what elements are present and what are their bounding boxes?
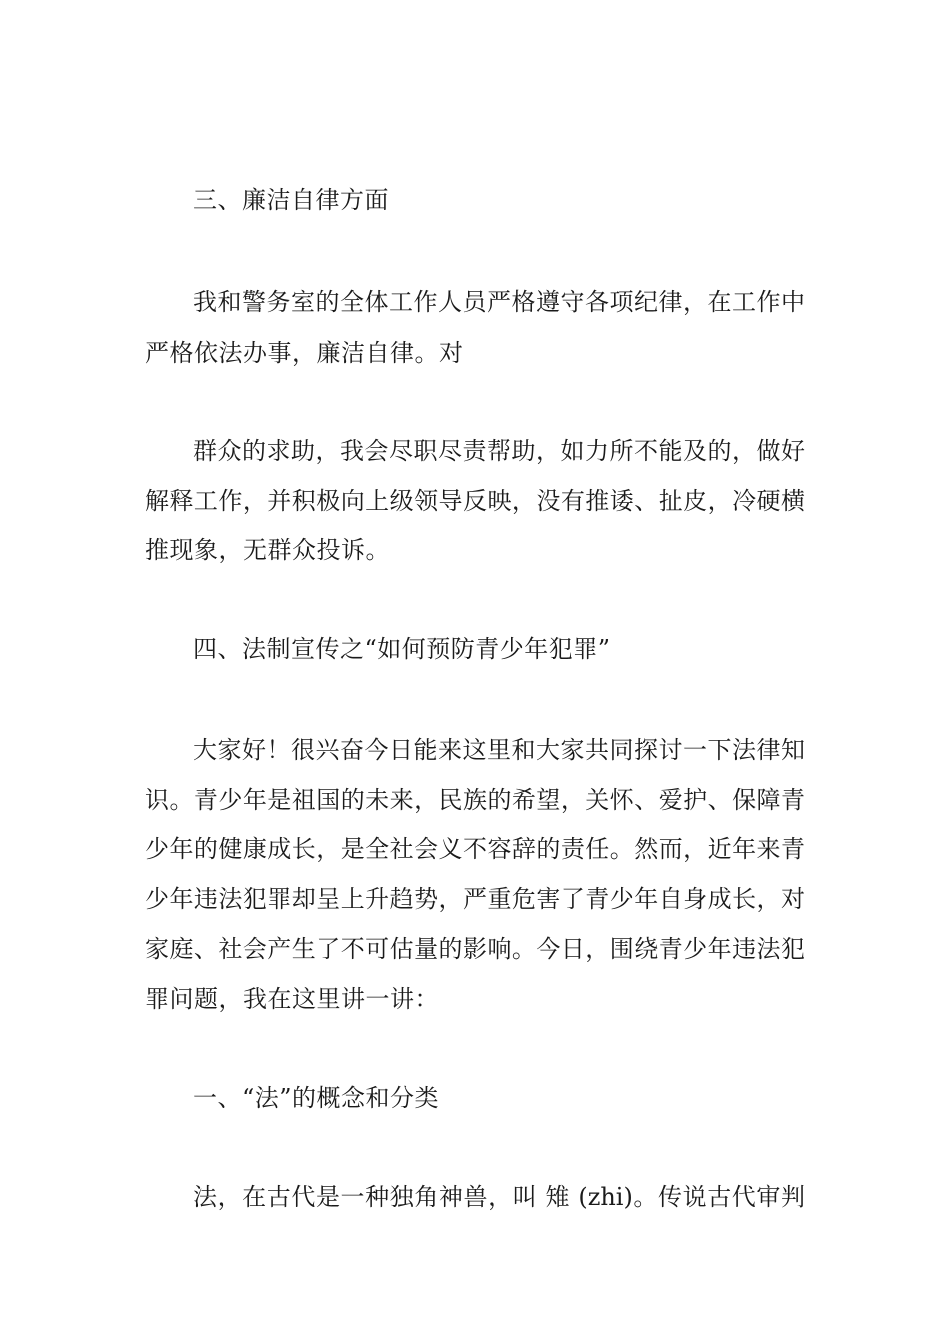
paragraph-line: 识。青少年是祖国的未来，民族的希望，关怀、爱护、保障青 — [145, 786, 805, 814]
section-heading-integrity: 三、廉洁自律方面 — [193, 186, 389, 214]
paragraph-line: 群众的求助，我会尽职尽责帮助，如力所不能及的，做好 — [193, 437, 805, 465]
paragraph-line: 少年的健康成长，是全社会义不容辞的责任。然而，近年来青 — [145, 835, 805, 863]
subsection-heading-law-concept: 一、“法”的概念和分类 — [193, 1084, 440, 1112]
paragraph-line: 法，在古代是一种独角神兽，叫 雉 (zhi)。传说古代审判 — [193, 1183, 805, 1211]
paragraph-line: 我和警务室的全体工作人员严格遵守各项纪律，在工作中 — [193, 288, 805, 316]
paragraph-line: 大家好！很兴奋今日能来这里和大家共同探讨一下法律知 — [193, 736, 805, 764]
paragraph-line: 家庭、社会产生了不可估量的影响。今日，围绕青少年违法犯 — [145, 935, 805, 963]
paragraph-line: 罪问题，我在这里讲一讲： — [145, 985, 439, 1013]
paragraph-line: 推现象，无群众投诉。 — [145, 536, 390, 564]
paragraph-line: 严格依法办事，廉洁自律。对 — [145, 339, 464, 367]
paragraph-line: 少年违法犯罪却呈上升趋势，严重危害了青少年自身成长，对 — [145, 885, 805, 913]
paragraph-line: 解释工作，并积极向上级领导反映，没有推诿、扯皮，冷硬横 — [145, 487, 805, 515]
section-heading-legal-education: 四、法制宣传之“如何预防青少年犯罪” — [193, 635, 611, 663]
